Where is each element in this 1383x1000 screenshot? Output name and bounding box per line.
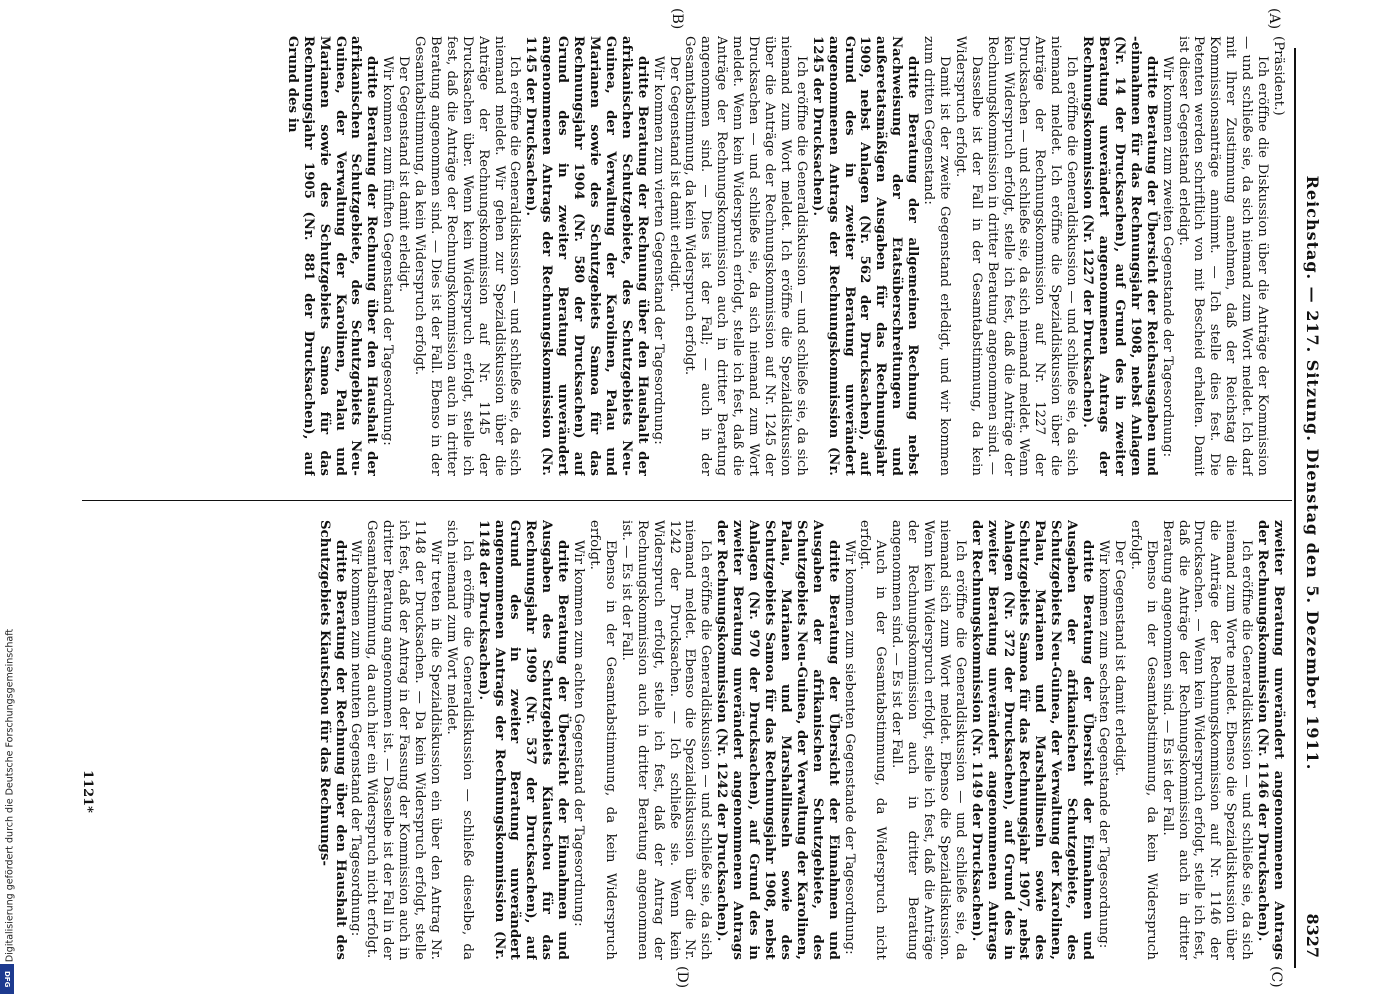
column-divider	[82, 500, 1292, 501]
paragraph: Ebenso in der Gesamtabstimmung, da kein Widerspruch erfolgt.	[1127, 520, 1159, 960]
agenda-item: dritte Beratung der allgemeinen Rechnung nebst Nachweisung der Etatsüberschreitungen und außeretatsmäßigen Ausgaben für das Rechnungsjahr 1909, nebst Anlagen (Nr. 562 der Drucksachen), auf Grund des in zweiter Beratung unverändert angenommenen Antrags der Rechnungskommission (Nr. 1245 der Drucksachen).	[809, 36, 921, 476]
paragraph: Der Gegenstand ist damit erledigt.	[1111, 540, 1127, 777]
agenda-item: dritte Beratung der Rechnung über den Haushalt des Schutzgebiets Kiautschou für das Rechnungs-	[316, 520, 348, 960]
paragraph: Wir kommen zum fünften Gegenstand der Tagesordnung:	[380, 56, 396, 446]
paragraph: Ich eröffne die Diskussion über die Anträge der Kommission — und schließe sie, da sich niemand zum Wort meldet. Ich darf mit Ihrer Zustimmung annehmen, daß der Reichstag die Kommissionsanträge annimmt. — Ich stelle dies fest. Die Petenten werden schriftlich von mit Bescheid erhalten. Damit ist dieser Gegenstand erledigt.	[1175, 36, 1271, 476]
footer-signature: 1121*	[80, 770, 95, 813]
paragraph: Wir kommen zum sechsten Gegenstande der Tagesordnung:	[1096, 540, 1112, 949]
header-title: Reichstag. — 217. Sitzung. Dienstag den 5. Dezember 1911.	[1303, 175, 1322, 771]
dfg-logo-icon: DFG	[0, 964, 14, 994]
agenda-item: dritte Beratung der Rechnung über den Haushalt der afrikanischen Schutzgebiete, des Schutzgebiets Neu-Guinea, der Verwaltung der Karolinen, Palau und Marianen sowie des Schutzgebiets Samoa für das Rechnungsjahr 1904 (Nr. 580 der Drucksachen) auf Grund des in zweiter Beratung unverändert angenommenen Antrags der Rechnungskommission (Nr. 1145 der Drucksachen).	[523, 36, 650, 476]
margin-mark-b: (B)	[669, 8, 685, 30]
digitization-credit	[0, 600, 14, 1000]
agenda-item: dritte Beratung der Übersicht der Reichsausgaben und -einnahmen für das Rechnungsjahr 1908, nebst Anlagen (Nr. 14 der Drucksachen), auf Grund des in zweiter Beratung unverändert angenommenen Antrags der Rechnungskommission (Nr. 1227 der Drucksachen).	[1080, 36, 1159, 476]
paragraph: Dasselbe ist der Fall in der Gesamtabstimmung, da kein Widerspruch erfolgt.	[952, 36, 984, 476]
paragraph: Ich eröffne die Generaldiskussion — und schließe sie, da sich niemand zum Wort meldet. Ich eröffne die Spezialdiskussion über die Anträge der Rechnungskommission auf Nr. 1245 der Drucksachen — und schließe sie, da sich niemand zum Wort meldet. Wenn kein Widerspruch erfolgt, stelle ich fest, daß die Anträge der Rechnungskommission auch in dritter Beratung angenommen sind. — Dies ist der Fall; — auch in der Gesamtabstimmung, da kein Widerspruch erfolgt.	[682, 36, 809, 476]
document-page	[15, 0, 1340, 1000]
digitization-credit-text: Digitalisierung gefördert durch die Deutsche Forschungsgemeinschaft	[4, 628, 16, 963]
agenda-item: dritte Beratung der Übersicht der Einnahmen und Ausgaben des Schutzgebiets Kiautschou für das Rechnungsjahr 1909 (Nr. 537 der Drucksachen), auf Grund des in zweiter Beratung unverändert angenommenen Antrags der Rechnungskommission (Nr. 1148 der Drucksachen).	[475, 520, 571, 960]
paragraph: Ich eröffne die Generaldiskussion — und schließe sie, da niemand sich zum Wort meldet. Ebenso die Spezialdiskussion. Wenn kein Widerspruch erfolgt, stelle ich fest, daß die Anträge der Rechnungskommission auch in dritter Beratung angenommen sind. — Es ist der Fall.	[889, 520, 968, 960]
paragraph: Ich eröffne die Generaldiskussion — und schließe sie, da sich niemand meldet. Ebenso die Spezialdiskussion über die Nr. 1242 der Drucksachen. — Ich schließe sie. Wenn kein Widerspruch erfolgt, stelle ich fest, daß der Antrag der Rechnungskommission auch in dritter Beratung angenommen ist. — Es ist der Fall.	[618, 520, 714, 960]
margin-mark-d: (D)	[674, 966, 690, 989]
paragraph: Der Gegenstand ist damit erledigt.	[666, 56, 682, 293]
paragraph: Ebenso in der Gesamtabstimmung, da kein Widerspruch erfolgt.	[587, 520, 618, 960]
paragraph: Wir treten in die Spezialdiskussion ein über den Antrag Nr. 1148 der Drucksachen. — Da kein Widerspruch erfolgt, stelle ich fest, daß der Antrag in der Fassung der Kommission auch in dritter Beratung angenommen ist. — Dasselbe ist der Fall in der Gesamtabstimmung, da auch hier ein Widerspruch nicht erfolgt.	[364, 520, 443, 960]
paragraph: Ich eröffne die Generaldiskussion — und schließe sie, da sich niemand zum Worte meldet. Ebenso die Spezialdiskussion über die Anträge der Rechnungskommission auf Nr. 1146 der Drucksachen. — Wenn kein Widerspruch erfolgt, stelle ich fest, daß die Anträge der Rechnungskommission auch in dritter Beratung angenommen sind. — Es ist der Fall.	[1159, 520, 1255, 960]
margin-mark-c: (C)	[1268, 966, 1284, 988]
page-header	[1298, 48, 1322, 958]
paragraph: Wir kommen zum neunten Gegenstand der Tagesordnung:	[348, 540, 364, 937]
paragraph: zweiter Beratung unverändert angenommenen Antrags der Rechnungskommission (Nr. 1146 der Drucksachen).	[1255, 520, 1286, 960]
paragraph: Ich eröffne die Generaldiskussion — und schließe sie, da sich niemand meldet. Ich eröffne die Spezialdiskussion über die Anträge der Rechnungskommission auf Nr. 1227 der Drucksachen — und schließe sie, da sich niemand meldet. Wenn kein Widerspruch erfolgt, stelle ich fest, daß die Anträge der Rechnungskommission in dritter Beratung angenommen sind. —	[984, 36, 1080, 476]
paragraph: Der Gegenstand ist damit erledigt.	[396, 56, 412, 293]
paragraph: Wir kommen zum vierten Gegenstand der Tagesordnung:	[650, 56, 666, 445]
paragraph: Wir kommen zum achten Gegenstand der Tagesordnung:	[571, 540, 587, 927]
agenda-item: dritte Beratung der Rechnung über den Haushalt der afrikanischen Schutzgebiete, des Schutzgebiets Neu-Guinea, der Verwaltung der Karolinen, Palau und Marianen sowie des Schutzgebiets Samoa für das Rechnungsjahr 1905 (Nr. 881 der Drucksachen), auf Grund des in	[284, 36, 380, 476]
paragraph: Ich eröffne die Generaldiskussion — schließe dieselbe, da sich niemand zum Wort meldet.	[443, 520, 475, 960]
page-number: 8327	[1303, 913, 1322, 958]
paragraph: Wir kommen zum siebenten Gegenstande der Tagesordnung:	[841, 540, 857, 955]
right-column	[86, 520, 1286, 960]
header-rule	[1294, 48, 1296, 968]
left-column	[86, 36, 1286, 476]
margin-mark-a: (A)	[1266, 8, 1282, 30]
paragraph: Auch in der Gesamtabstimmung, da Widerspruch nicht erfolgt.	[857, 520, 889, 960]
paragraph: Ich eröffne die Generaldiskussion — und schließe sie, da sich niemand meldet. Wir gehen zur Spezialdiskussion über die Anträge der Rechnungskommission auf Nr. 1145 der Drucksachen über. Wenn kein Widerspruch erfolgt, stelle ich fest, daß die Anträge der Rechnungskommission auch in dritter Beratung angenommen sind. — Dies ist der Fall. Ebenso in der Gesamtabstimmung, da kein Widerspruch erfolgt.	[412, 36, 523, 476]
paragraph: Wir kommen zum zweiten Gegenstande der Tagesordnung:	[1159, 56, 1175, 458]
paragraph: Damit ist der zweite Gegenstand erledigt, und wir kommen zum dritten Gegenstand:	[921, 36, 952, 476]
agenda-item: dritte Beratung der Übersicht der Einnahmen und Ausgaben der afrikanischen Schutzgebiete, des Schutzgebiets Neu-Guinea, der Verwaltung der Karolinen, Palau, Marianen und Marshallinseln sowie des Schutzgebiets Samoa für das Rechnungsjahr 1908, nebst Anlagen (Nr. 970 der Drucksachen), auf Grund des in zweiter Beratung unverändert angenommenen Antrags der Rechnungskommission (Nr. 1242 der Drucksachen).	[714, 520, 841, 960]
agenda-item: dritte Beratung der Übersicht der Einnahmen und Ausgaben der afrikanischen Schutzgebiete, des Schutzgebiets Neu-Guinea, der Verwaltung der Karolinen, Palau, Marianen und Marshallinseln sowie des Schutzgebiets Samoa für das Rechnungsjahr 1907, nebst Anlagen (Nr. 372 der Drucksachen), auf Grund des in zweiter Beratung unverändert angenommenen Antrags der Rechnungskommission (Nr. 1149 der Drucksachen).	[968, 520, 1096, 960]
speaker-label: (Präsident.)	[1271, 36, 1286, 116]
